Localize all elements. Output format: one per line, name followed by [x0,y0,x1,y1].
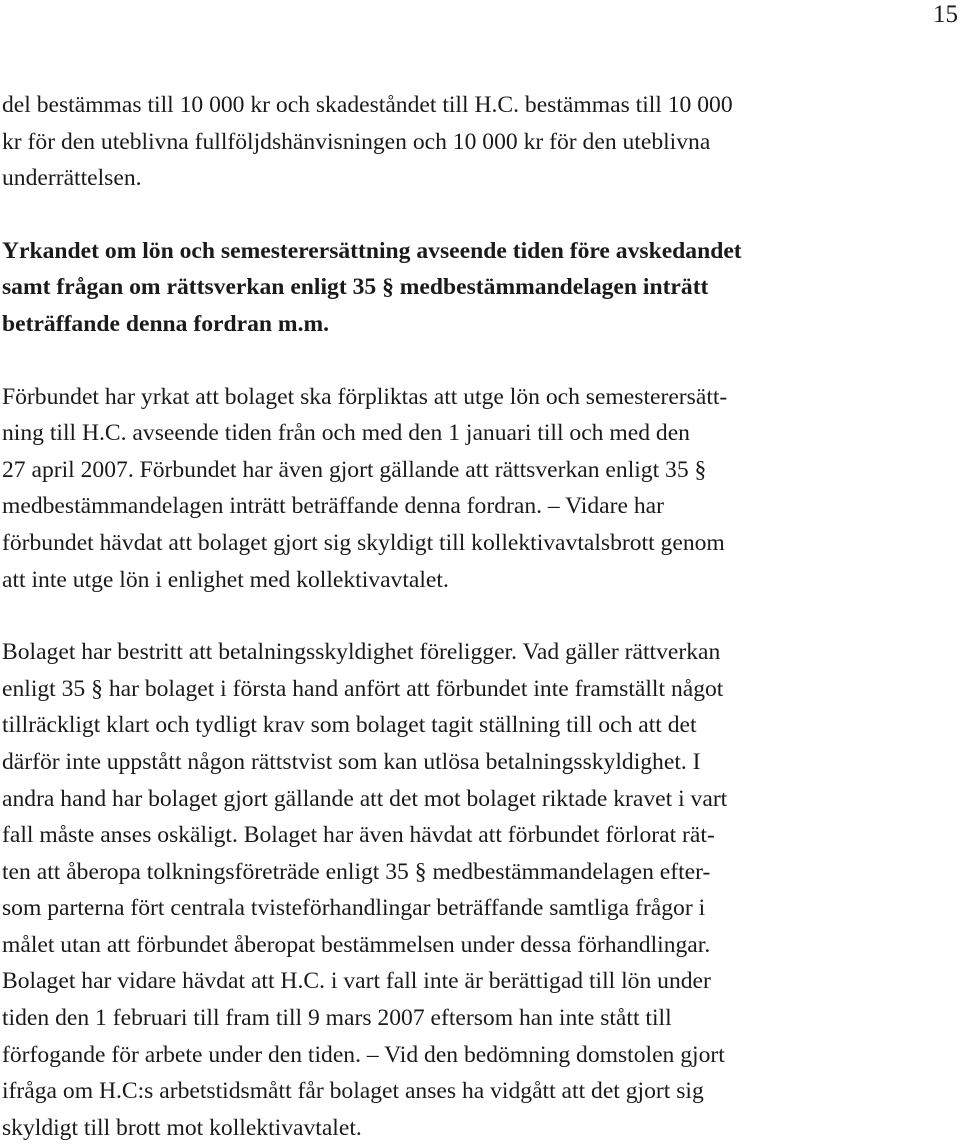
text-line: tillräckligt klart och tydligt krav som bolaget tagit ställning till och att det [2,712,697,739]
text-line: tiden den 1 februari till fram till 9 mars 2007 eftersom han inte stått till [2,1005,672,1032]
text-line: som parterna fört centrala tvisteförhandlingar beträffande samtliga frågor i [2,895,706,922]
company-response-paragraph [2,634,960,1146]
text-line: målet utan att förbundet åberopat bestämmelsen under dessa förhandlingar. [2,931,711,958]
page-number: 15 [933,1,958,28]
text-line: förbundet hävdat att bolaget gjort sig skyldigt till kollektivavtalsbrott genom [2,529,725,556]
text-line: förfogande för arbete under den tiden. – Vid den bedömning domstolen gjort [2,1041,725,1068]
text-line: ning till H.C. avseende tiden från och med den 1 januari till och med den [2,420,690,447]
paragraph-spacer [2,343,960,379]
section-heading [2,233,960,343]
text-line: ifråga om H.C:s arbetstidsmått får bolaget anses ha vidgått att det gjort sig [2,1078,704,1105]
text-line: Bolaget har bestritt att betalningsskyldighet föreligger. Vad gäller rättverkan [2,639,721,666]
text-line: Förbundet har yrkat att bolaget ska förpliktas att utge lön och semesterersätt- [2,383,728,410]
text-line: att inte utge lön i enlighet med kollektivavtalet. [2,566,449,593]
text-line: Bolaget har vidare hävdat att H.C. i vart fall inte är berättigad till lön under [2,968,711,995]
text-line: medbestämmandelagen inträtt beträffande denna fordran. – Vidare har [2,493,664,520]
text-line: 27 april 2007. Förbundet har även gjort gällande att rättsverkan enligt 35 § [2,456,707,483]
text-line: enligt 35 § har bolaget i första hand anfört att förbundet inte framställt något [2,675,724,702]
text-line: andra hand har bolaget gjort gällande att det mot bolaget riktade kravet i vart [2,785,728,812]
text-line: fall måste anses oskäligt. Bolaget har även hävdat att förbundet förlorat rät- [2,822,715,849]
text-line: del bestämmas till 10 000 kr och skadeståndet till H.C. bestämmas till 10 000 [2,92,733,118]
heading-line: beträffande denna fordran m.m. [2,310,330,337]
text-line: därför inte uppstått någon rättstvist som kan utlösa betalningsskyldighet. I [2,748,701,775]
intro-paragraph [2,87,960,197]
text-line: skyldigt till brott mot kollektivavtalet. [2,1114,362,1141]
text-line: ten att åberopa tolkningsföreträde enligt 35 § medbestämmandelagen efter- [2,858,711,885]
paragraph-spacer [2,197,960,233]
heading-line: samt frågan om rättsverkan enligt 35 § medbestämmandelagen inträtt [2,274,709,301]
paragraph-spacer [2,598,960,634]
heading-line: Yrkandet om lön och semesterersättning avseende tiden före avskedandet [2,237,742,264]
document-body [2,87,960,1146]
text-line: underrättelsen. [2,165,142,192]
union-claim-paragraph [2,379,960,599]
text-line: kr för den uteblivna fullföljdshänvisningen och 10 000 kr för den uteblivna [2,128,711,155]
